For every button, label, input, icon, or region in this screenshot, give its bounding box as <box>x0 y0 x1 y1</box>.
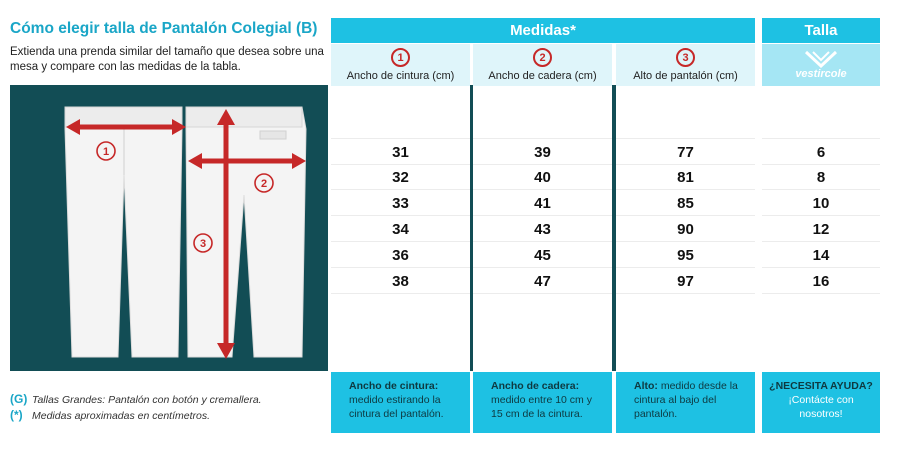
table-cell: 97 <box>677 273 694 290</box>
footer-text: medido desde la cintura al bajo del pantalón. <box>634 380 738 420</box>
col-header-cintura <box>331 44 470 86</box>
footer-cintura <box>331 372 470 433</box>
note-large-sizes <box>10 392 328 408</box>
table-cell: 77 <box>677 144 694 161</box>
table-cell: 95 <box>677 247 694 264</box>
col-label: Ancho de cadera (cm) <box>488 70 597 82</box>
footer-alto <box>616 372 755 433</box>
col-cintura <box>331 86 470 371</box>
help-title: ¿NECESITA AYUDA? <box>769 380 873 392</box>
size-header: Talla <box>762 18 880 43</box>
footer-text: medido entre 10 cm y 15 cm de la cintura. <box>491 394 592 420</box>
svg-text:3: 3 <box>199 238 207 250</box>
table-cell: 10 <box>812 195 830 212</box>
number-badge: 3 <box>676 48 695 67</box>
col-header-alto <box>616 44 755 86</box>
measures-header: Medidas* <box>331 18 755 43</box>
brand-name: vestircole <box>795 68 847 80</box>
footer-title: Ancho de cadera: <box>491 380 580 392</box>
note-text: Medidas aproximadas en centímetros. <box>32 410 211 422</box>
col-cadera <box>473 86 612 371</box>
number-badge: 2 <box>533 48 552 67</box>
notes <box>10 392 328 424</box>
help-box[interactable] <box>762 372 880 433</box>
col-alto <box>616 86 755 371</box>
svg-text:1: 1 <box>102 146 110 158</box>
col-header-cadera <box>473 44 612 86</box>
table-cell: 6 <box>816 144 826 161</box>
table-cell: 41 <box>534 195 551 212</box>
table-cell: 40 <box>534 169 551 186</box>
footer-text: medido estirando la cintura del pantalón. <box>349 394 444 420</box>
table-cell: 8 <box>816 169 826 186</box>
col-talla <box>762 86 880 371</box>
table-cell: 31 <box>392 144 409 161</box>
table-cell: 33 <box>392 195 409 212</box>
brand-logo-icon <box>804 50 838 68</box>
table-cell: 43 <box>534 221 551 238</box>
table-cell: 39 <box>534 144 551 161</box>
note-mark: (G) <box>10 392 28 406</box>
col-label: Ancho de cintura (cm) <box>346 70 455 82</box>
instructions-text: Extienda una prenda similar del tamaño que desea sobre una mesa y compare con las medidas de la tabla. <box>10 46 324 73</box>
number-badge: 1 <box>391 48 410 67</box>
table-cell: 38 <box>392 273 409 290</box>
footer-title: Alto: <box>634 380 658 392</box>
footer-cadera <box>473 372 612 433</box>
table-cell: 34 <box>392 221 409 238</box>
col-label: Alto de pantalón (cm) <box>633 70 738 82</box>
note-text: Tallas Grandes: Pantalón con botón y cremallera. <box>32 394 262 406</box>
table-cell: 81 <box>677 169 694 186</box>
table-cell: 45 <box>534 247 551 264</box>
footer-title: Ancho de cintura: <box>349 380 439 392</box>
svg-text:2: 2 <box>260 178 268 190</box>
measurement-diagram <box>10 85 328 371</box>
table-cell: 16 <box>812 273 830 290</box>
note-approx <box>10 408 328 424</box>
table-cell: 85 <box>677 195 694 212</box>
page-title: Cómo elegir talla de Pantalón Colegial (B) <box>10 20 318 37</box>
table-cell: 12 <box>812 221 830 238</box>
table-cell: 90 <box>677 221 694 238</box>
table-cell: 14 <box>812 247 830 264</box>
brand-logo <box>762 44 880 86</box>
contact-link[interactable]: ¡Contácte con nosotros! <box>788 394 854 420</box>
table-cell: 47 <box>534 273 551 290</box>
table-cell: 32 <box>392 169 409 186</box>
table-cell: 36 <box>392 247 409 264</box>
note-mark: (*) <box>10 408 23 422</box>
trousers-illustration <box>10 85 328 371</box>
